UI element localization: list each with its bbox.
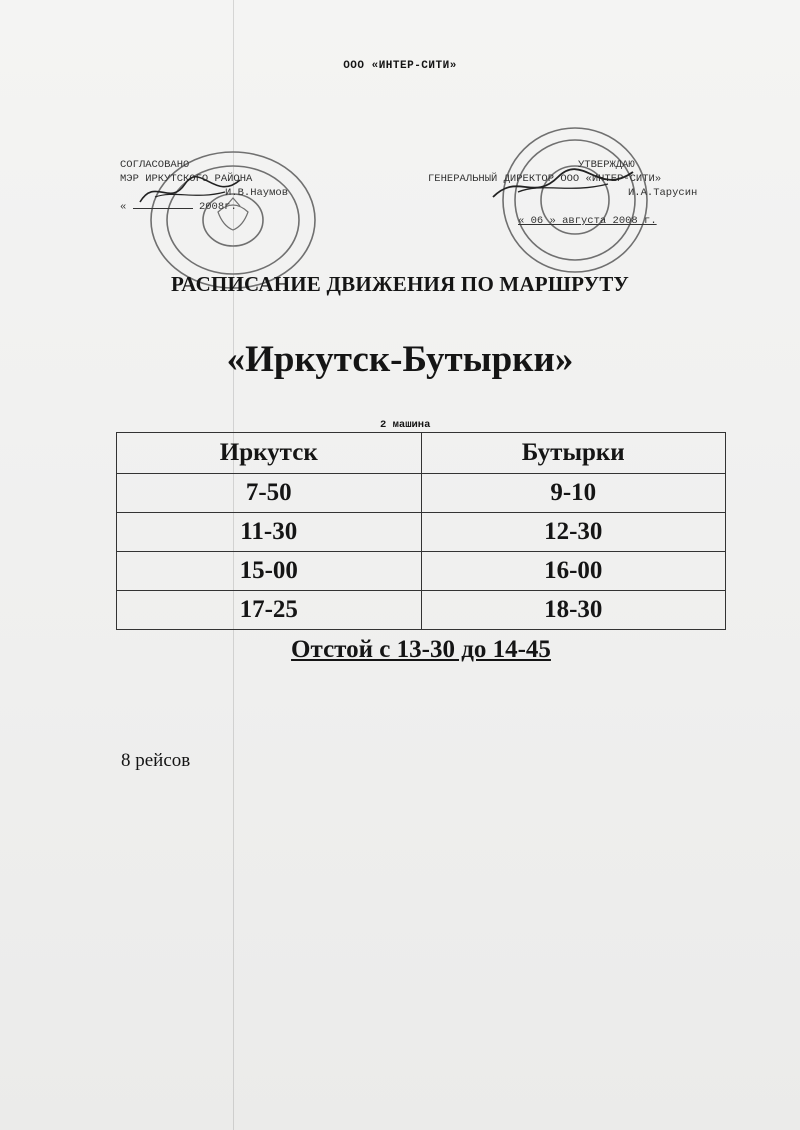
director-name: И.А.Тарусин — [628, 187, 698, 199]
departure-butyrki: 18-30 — [421, 591, 726, 630]
departure-butyrki: 16-00 — [421, 552, 726, 591]
table-row — [117, 552, 726, 591]
layover-note: Отстой с 13-30 до 14-45 — [291, 636, 551, 663]
departure-irkutsk: 17-25 — [117, 591, 422, 630]
schedule-table — [116, 432, 726, 630]
table-row — [117, 591, 726, 630]
column-header-irkutsk: Иркутск — [117, 433, 422, 474]
mayor-title: МЭР ИРКУТСКОГО РАЙОНА — [120, 173, 253, 185]
trips-count: 8 рейсов — [121, 750, 191, 771]
departure-butyrki: 12-30 — [421, 513, 726, 552]
table-row — [117, 513, 726, 552]
route-title: «Иркутск-Бутырки» — [226, 339, 574, 380]
director-title: ГЕНЕРАЛЬНЫЙ ДИРЕКТОР ООО «ИНТЕР-СИТИ» — [428, 173, 662, 185]
company-name: ООО «ИНТЕР-СИТИ» — [343, 60, 457, 72]
approval-block-right — [428, 158, 728, 228]
document-heading: РАСПИСАНИЕ ДВИЖЕНИЯ ПО МАРШРУТУ — [170, 272, 630, 296]
table-row — [117, 474, 726, 513]
departure-irkutsk: 7-50 — [117, 474, 422, 513]
vehicles-note: 2 машина — [380, 419, 431, 431]
departure-butyrki: 9-10 — [421, 474, 726, 513]
right-date: « 06 » августа 2008 г. — [518, 215, 657, 227]
right-signature — [488, 162, 638, 207]
approved-label: СОГЛАСОВАНО — [120, 159, 190, 171]
approve-label: УТВЕРЖДАЮ — [578, 159, 635, 171]
table-header-row — [117, 433, 726, 474]
left-date-year: 2008г. — [198, 201, 237, 213]
date-open-quote: « — [120, 201, 127, 213]
column-header-butyrki: Бутырки — [421, 433, 726, 474]
left-signature — [135, 172, 245, 212]
approval-block-left — [120, 158, 320, 214]
departure-irkutsk: 15-00 — [117, 552, 422, 591]
mayor-name: И.В.Наумов — [225, 187, 289, 199]
departure-irkutsk: 11-30 — [117, 513, 422, 552]
